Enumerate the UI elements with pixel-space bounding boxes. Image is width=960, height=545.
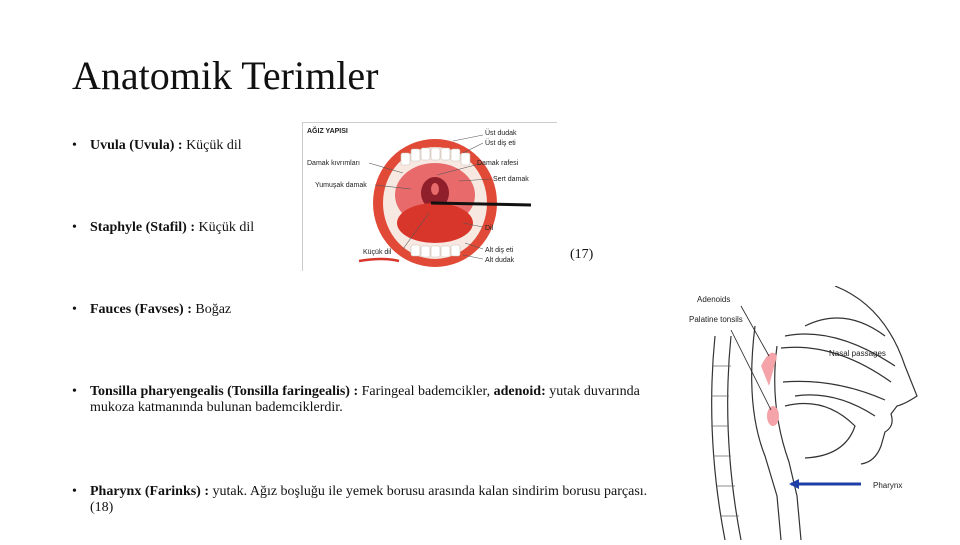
- bullet-term: Fauces (Favses) :: [90, 302, 192, 317]
- tongue-shape: [397, 203, 473, 243]
- page-title: Anatomik Terimler: [72, 53, 379, 98]
- bullet-term-adenoid: adenoid:: [493, 384, 546, 399]
- tonsil-tissue: [767, 406, 779, 426]
- bullet-fauces: [72, 302, 231, 318]
- bullet-desc-adenoid: yutak duvarında mukoza katmanında bulunan bademciklerdir.: [90, 384, 640, 415]
- reference-17: (17): [570, 247, 594, 262]
- bullet-desc: Boğaz: [191, 302, 232, 317]
- label-damak-rafesi: Damak rafesi: [477, 160, 519, 167]
- bullet-term: Tonsilla pharyengealis (Tonsilla faringealis) :: [90, 384, 359, 399]
- bullet-desc: Küçük dil: [195, 220, 255, 235]
- bullet-dot: •: [72, 220, 77, 235]
- bullet-dot: •: [72, 384, 77, 399]
- label-dil: Dil: [485, 225, 494, 232]
- pharynx-diagram: [685, 286, 947, 540]
- label-ust-dudak: Üst dudak: [485, 130, 517, 137]
- label-ust-dis-eti: Üst diş eti: [485, 140, 516, 147]
- bullet-dot: •: [72, 484, 77, 499]
- label-kucuk-dil: Küçük dil: [363, 249, 392, 256]
- label-alt-dudak: Alt dudak: [485, 257, 515, 264]
- vertebrae: [711, 366, 739, 516]
- pointer-bar: [431, 203, 531, 205]
- pharynx-anatomy-figure: [685, 286, 947, 540]
- bullet-desc: Faringeal bademcikler,: [358, 384, 494, 399]
- head-outline: [712, 286, 917, 540]
- mouth-diagram: [303, 123, 557, 271]
- label-palatine-tonsils: Palatine tonsils: [689, 315, 743, 324]
- figure-heading: AĞIZ YAPISI: [307, 128, 348, 135]
- label-nasal-passages: Nasal passages: [829, 349, 886, 358]
- reference-18: (18): [90, 500, 114, 515]
- bullet-staphyle: [72, 220, 254, 236]
- label-damak-kivrimlari: Damak kıvrımları: [307, 160, 360, 167]
- label-yumusak-damak: Yumuşak damak: [315, 182, 367, 189]
- label-sert-damak: Sert damak: [493, 176, 529, 183]
- label-adenoids: Adenoids: [697, 295, 731, 304]
- bullet-term: Staphyle (Stafil) :: [90, 220, 195, 235]
- bullet-term: Uvula (Uvula) :: [90, 138, 183, 153]
- bullet-desc: yutak. Ağız boşluğu ile yemek borusu arasında kalan sindirim borusu parçası.: [209, 484, 648, 499]
- highlight-underline: [359, 259, 399, 261]
- pharynx-arrowhead: [789, 479, 799, 489]
- bullet-uvula: [72, 138, 242, 154]
- bullet-dot: •: [72, 302, 77, 317]
- uvula-shape: [431, 183, 439, 195]
- bullet-dot: •: [72, 138, 77, 153]
- bullet-term: Pharynx (Farinks) :: [90, 484, 209, 499]
- label-alt-dis-eti: Alt diş eti: [485, 247, 514, 254]
- bullet-pharynx: [72, 484, 682, 516]
- bullet-desc: Küçük dil: [182, 138, 242, 153]
- mouth-anatomy-figure: [302, 122, 557, 271]
- bullet-tonsilla: [72, 384, 672, 416]
- label-pharynx: Pharynx: [873, 481, 903, 490]
